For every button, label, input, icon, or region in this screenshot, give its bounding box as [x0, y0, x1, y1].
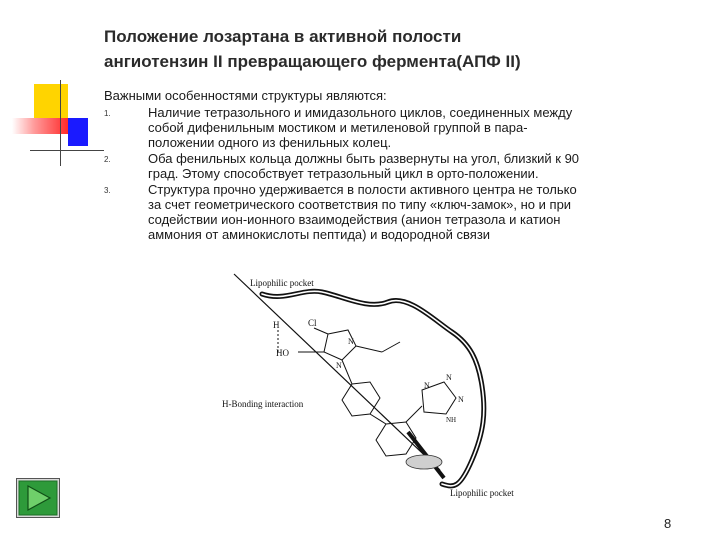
- list-item-line: Оба фенильных кольца должны быть развернуты на угол, близкий к 90: [148, 151, 580, 166]
- deco-horizontal-line: [30, 150, 104, 151]
- next-slide-button[interactable]: [16, 478, 60, 518]
- pocket-boundary: [262, 291, 484, 486]
- deco-vertical-line: [60, 80, 61, 166]
- losartan-binding-diagram: [210, 272, 540, 504]
- atom-n: N: [458, 395, 464, 404]
- list-item-line: собой дифенильным мостиком и метиленовой группой в пара-: [148, 120, 528, 135]
- list-item-number: 1.: [104, 109, 111, 118]
- list-item: [104, 105, 694, 150]
- label-hbond: H-Bonding interaction: [222, 399, 304, 409]
- list-item-line: за счет геометрического соответствия по типу «ключ-замок», но и при: [148, 197, 572, 212]
- intro-text: Важными особенностями структуры являются:: [104, 88, 387, 103]
- deco-blue-square: [68, 118, 88, 146]
- atom-n: N: [348, 337, 354, 346]
- title-line-1: Положение лозартана в активной полости: [104, 27, 462, 46]
- list-item: [104, 182, 694, 242]
- list-item: [104, 151, 694, 181]
- atom-n: N: [424, 381, 430, 390]
- slide-content: [104, 88, 694, 243]
- pocket-boundary-inner: [262, 291, 484, 486]
- page-number: 8: [664, 516, 672, 531]
- phenyl-ring-1: [342, 382, 380, 416]
- label-lipophilic-top: Lipophilic pocket: [250, 278, 314, 288]
- label-lipophilic-bottom: Lipophilic pocket: [450, 488, 514, 498]
- title-line-2: ангиотензин II превращающего фермента(АПФ II): [104, 52, 521, 71]
- atom-n: N: [446, 373, 452, 382]
- list-item-line: град. Этому способствует тетразольный цикл в орто-положении.: [148, 166, 539, 181]
- list-item-line: Структура прочно удерживается в полости активного центра не только: [148, 182, 577, 197]
- atom-cl: Cl: [308, 318, 317, 328]
- atom-h: H: [273, 320, 280, 330]
- list-item-line: содействии ион-ионного взаимодействия (анион тетразола и катион: [148, 212, 561, 227]
- phenyl-ring-2: [376, 422, 416, 456]
- list-item-line: аммония от аминокислоты пептида) и водородной связи: [148, 227, 491, 242]
- list-item-number: 3.: [104, 186, 111, 195]
- atom-nh: NH: [446, 416, 457, 424]
- deco-yellow-square: [34, 84, 68, 118]
- list-item-line: Наличие тетразольного и имидазольного циклов, соединенных между: [148, 105, 573, 120]
- play-arrow-icon: [16, 478, 60, 518]
- atom-n: N: [336, 361, 342, 370]
- slide-title: [104, 24, 704, 74]
- hydrophobic-blob: [406, 455, 442, 469]
- list-item-number: 2.: [104, 155, 111, 164]
- list-item-line: положении одного из фенильных колец.: [148, 135, 392, 150]
- feature-list: [104, 105, 694, 242]
- atom-ho: HO: [276, 348, 289, 358]
